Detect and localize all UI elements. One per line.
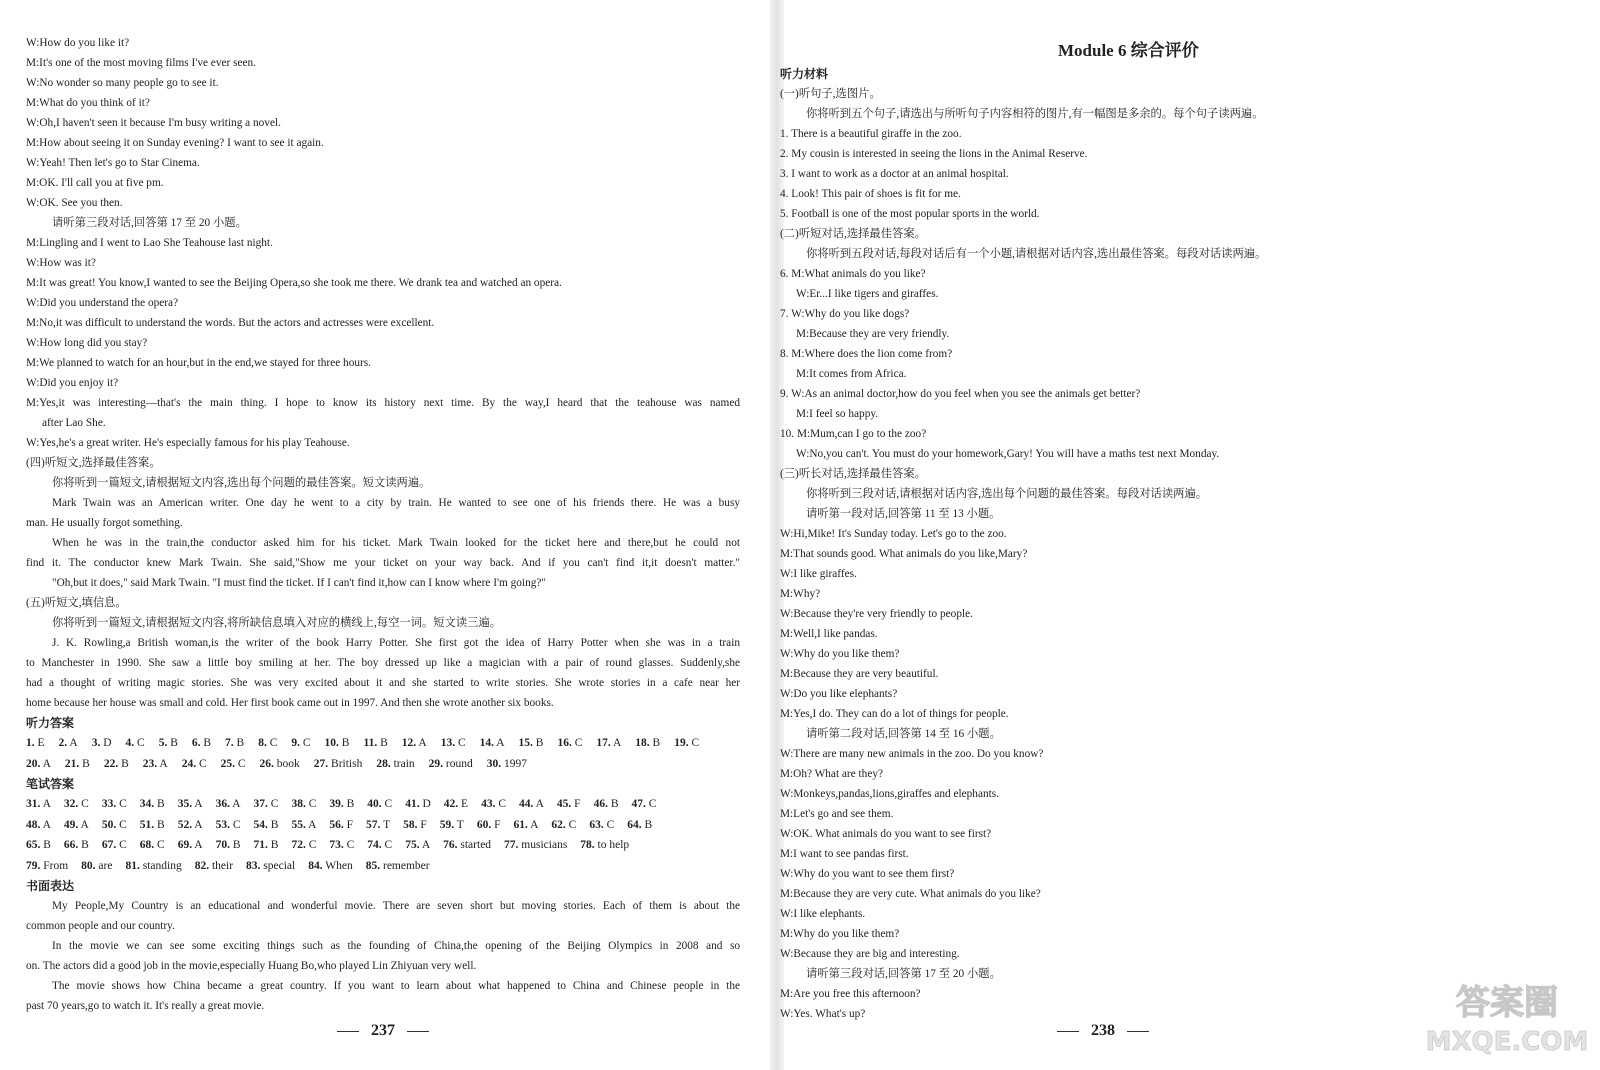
watermark-text-cn: 答案圈 (1456, 983, 1558, 1023)
answer-item: 79. From (26, 859, 69, 872)
answer-item: 62. C (551, 818, 577, 831)
answer-item: 17. A (596, 737, 622, 749)
answer-item: 34. B (139, 798, 165, 810)
answer-item: 21. B (64, 757, 90, 770)
text-line: M:No,it was difficult to understand the words. But the actors and actresses were excellent. (26, 317, 435, 329)
answer-row (26, 815, 740, 836)
text-line: Mark Twain was an American writer. One day he went to a city by train. He wanted to see one of his friends there. He was a busy (52, 497, 740, 509)
text-line: 你将听到三段对话,请根据对话内容,选出每个问题的最佳答案。每段对话读两遍。 (806, 488, 1208, 500)
text-line: 你将听到五段对话,每段对话后有一个小题,请根据对话内容,选出最佳答案。每段对话读两遍。 (806, 248, 1267, 260)
answer-item: 80. are (81, 859, 113, 872)
answer-item: 60. F (476, 818, 501, 831)
answer-item: 75. A (405, 839, 431, 851)
answer-item: 81. standing (125, 859, 182, 872)
answer-item: 18. B (635, 737, 661, 749)
answer-item: 33. C (101, 798, 127, 810)
answer-item: 78. to help (580, 839, 630, 851)
text-line: common people and our country. (26, 920, 175, 932)
text-line: W:Why do you like them? (780, 648, 900, 660)
text-line: 请听第一段对话,回答第 11 至 13 小题。 (806, 508, 1001, 520)
answer-item: 49. A (63, 818, 89, 831)
text-line: W:Did you enjoy it? (26, 377, 119, 389)
text-line: M:Because they are very cute. What animals do you like? (780, 888, 1041, 900)
answer-item: 67. C (101, 839, 127, 851)
answer-item: 65. B (26, 839, 51, 851)
answer-item: 13. C (440, 737, 466, 749)
text-line: W:I like giraffes. (780, 568, 857, 580)
answer-item: 7. B (225, 737, 245, 749)
answer-item: 35. A (177, 798, 203, 810)
answer-item: 46. B (593, 798, 619, 810)
text-line: W:How long did you stay? (26, 337, 148, 349)
answer-item: 5. B (158, 737, 178, 749)
text-line: W:How do you like it? (26, 37, 130, 49)
answer-item: 2. A (58, 737, 78, 749)
text-line: M:I want to see pandas first. (780, 848, 909, 860)
text-line: to Manchester in 1990. She saw a little boy smiling at her. The boy dressed up like a magician with a pair of round glasses. Suddenly,she (26, 657, 740, 669)
answer-row (26, 856, 740, 877)
written-answers-heading: 笔试答案 (26, 777, 75, 791)
answer-item: 19. C (674, 737, 700, 749)
text-line: W:Er...I like tigers and giraffes. (796, 288, 939, 300)
answer-item: 27. British (313, 757, 363, 770)
module-title: Module 6 综合评价 (1058, 41, 1199, 60)
answer-item: 72. C (291, 839, 317, 851)
answer-item: 37. C (253, 798, 279, 810)
listening-answers (26, 733, 740, 774)
text-line: M:What do you think of it? (26, 97, 150, 109)
answer-item: 61. A (513, 818, 539, 831)
written-answers (26, 794, 740, 876)
text-line: W:OK. What animals do you want to see first? (780, 828, 992, 840)
text-line: past 70 years,go to watch it. It's really a great movie. (26, 1000, 265, 1012)
text-line: W:There are many new animals in the zoo. Do you know? (780, 748, 1044, 760)
text-line: 请听第三段对话,回答第 17 至 20 小题。 (806, 968, 1001, 980)
text-line: 5. Football is one of the most popular sports in the world. (780, 208, 1040, 220)
answer-item: 26. book (259, 757, 300, 770)
writing-text (26, 896, 740, 1016)
text-line: M:Lingling and I went to Lao She Teahouse last night. (26, 237, 273, 249)
text-line: M:It's one of the most moving films I've ever seen. (26, 57, 256, 69)
text-line: 1. There is a beautiful giraffe in the zoo. (780, 128, 962, 140)
text-line: M:It was great! You know,I wanted to see the Beijing Opera,so she took me there. We drank tea and watched an opera. (26, 277, 562, 289)
right-body-text (780, 84, 1580, 1024)
text-line: W:Yes. What's up? (780, 1008, 866, 1020)
answer-item: 57. T (366, 818, 391, 831)
text-line: W:How was it? (26, 257, 96, 269)
text-line: M:Because they are very beautiful. (780, 668, 939, 680)
answer-item: 31. A (26, 798, 51, 810)
answer-item: 28. train (376, 757, 415, 770)
answer-item: 40. C (367, 798, 393, 810)
left-body-text (26, 33, 740, 713)
text-line: W:Because they're very friendly to people. (780, 608, 973, 620)
text-line: W:Why do you want to see them first? (780, 868, 955, 880)
text-line: after Lao She. (42, 417, 106, 429)
answer-item: 53. C (215, 818, 241, 831)
text-line: M:Well,I like pandas. (780, 628, 878, 640)
text-line: (二)听短对话,选择最佳答案。 (780, 228, 926, 240)
text-line: (四)听短文,选择最佳答案。 (26, 457, 161, 469)
answer-item: 55. A (291, 818, 317, 831)
answer-item: 4. C (125, 737, 145, 749)
answer-item: 41. D (405, 798, 431, 810)
answer-item: 36. A (215, 798, 241, 810)
answer-item: 44. A (518, 798, 544, 810)
text-line: W:I like elephants. (780, 908, 866, 920)
text-line: M:How about seeing it on Sunday evening? I want to see it again. (26, 137, 324, 149)
text-line: W:Do you like elephants? (780, 688, 898, 700)
text-line: J. K. Rowling,a British woman,is the writer of the book Harry Potter. She first got the idea of Harry Potter when she was in a train (52, 637, 740, 649)
text-line: W:No wonder so many people go to see it. (26, 77, 219, 89)
answer-item: 38. C (291, 798, 317, 810)
text-line: M:We planned to watch for an hour,but in the end,we stayed for three hours. (26, 357, 371, 369)
writing-heading: 书面表达 (26, 879, 75, 893)
text-line: My People,My Country is an educational and wonderful movie. There are seven short but moving stories. Each of them is about the (52, 900, 740, 912)
answer-row (26, 733, 740, 754)
text-line: In the movie we can see some exciting things such as the founding of China,the opening of the Beijing Olympics in 2008 and so (52, 940, 740, 952)
text-line: M:Let's go and see them. (780, 808, 894, 820)
text-line: M:Yes,it was interesting—that's the main thing. I hope to know its history next time. By the way,I heard that the teahouse was named (26, 397, 740, 409)
answer-item: 6. B (191, 737, 212, 749)
answer-item: 20. A (26, 757, 51, 770)
text-line: 你将听到五个句子,请选出与所听句子内容相符的图片,有一幅图是多余的。每个句子读两遍。 (806, 108, 1264, 120)
answer-row (26, 794, 740, 815)
watermark-text-url: MXQE.COM (1425, 1027, 1589, 1057)
answer-item: 83. special (246, 859, 296, 872)
watermark-logo (1422, 972, 1592, 1060)
answer-item: 10. B (324, 737, 350, 749)
answer-item: 82. their (194, 859, 234, 872)
answer-item: 66. B (63, 839, 89, 851)
text-line: (一)听句子,选图片。 (780, 88, 881, 100)
answer-item: 50. C (101, 818, 127, 831)
text-line: 请听第三段对话,回答第 17 至 20 小题。 (52, 217, 247, 229)
right-page (780, 0, 1600, 1070)
text-line: 9. W:As an animal doctor,how do you feel when you see the animals get better? (780, 388, 1141, 400)
answer-item: 70. B (215, 839, 241, 851)
answer-item: 29. round (428, 757, 473, 770)
text-line: find it. The conductor knew Mark Twain. She said,"Show me your ticket on your way back. And if you can't find it,it doesn't matter." (26, 557, 740, 569)
listening-answers-heading: 听力答案 (26, 716, 75, 730)
text-line: W:Oh,I haven't seen it because I'm busy writing a novel. (26, 117, 281, 129)
answer-item: 51. B (139, 818, 165, 831)
text-line: home because her house was small and cold. Her first book came out in 1997. And then she wrote another six books. (26, 697, 554, 709)
text-line: The movie shows how China became a great country. If you want to learn about what happened to China and Chinese people in the (52, 980, 740, 992)
text-line: M:Oh? What are they? (780, 768, 883, 780)
text-line: 2. My cousin is interested in seeing the lions in the Animal Reserve. (780, 148, 1088, 160)
text-line: When he was in the train,the conductor asked him for his ticket. Mark Twain looked for the ticket here and there,but he could not (52, 537, 740, 549)
text-line: (三)听长对话,选择最佳答案。 (780, 468, 926, 480)
text-line: M:That sounds good. What animals do you like,Mary? (780, 548, 1028, 560)
answer-item: 58. F (403, 818, 427, 831)
text-line: 6. M:What animals do you like? (780, 268, 926, 280)
answer-item: 63. C (589, 818, 615, 831)
right-page-number: 238 (1045, 1022, 1161, 1040)
answer-item: 8. C (258, 737, 278, 749)
text-line: 你将听到一篇短文,请根据短文内容,将所缺信息填入对应的横线上,每空一词。短文读三遍。 (52, 617, 502, 629)
text-line: 4. Look! This pair of shoes is fit for me. (780, 188, 961, 200)
left-page (0, 0, 760, 1070)
answer-item: 43. C (481, 798, 506, 810)
answer-item: 12. A (401, 737, 427, 749)
answer-item: 54. B (253, 818, 279, 831)
answer-item: 71. B (253, 839, 279, 851)
answer-item: 69. A (177, 839, 203, 851)
section-heading: 听力材料 (780, 67, 829, 81)
answer-item: 22. B (103, 757, 129, 770)
text-line: 请听第二段对话,回答第 14 至 16 小题。 (806, 728, 1001, 740)
text-line: M:It comes from Africa. (796, 368, 907, 380)
text-line: "Oh,but it does," said Mark Twain. "I must find the ticket. If I can't find it,how can I know where I'm going?" (52, 577, 546, 589)
answer-item: 9. C (291, 737, 311, 749)
answer-item: 24. C (181, 757, 207, 770)
text-line: M:Why do you like them? (780, 928, 900, 940)
answer-item: 56. F (329, 818, 354, 831)
answer-item: 73. C (329, 839, 355, 851)
answer-item: 52. A (177, 818, 203, 831)
answer-item: 15. B (518, 737, 544, 749)
text-line: 3. I want to work as a doctor at an animal hospital. (780, 168, 1009, 180)
text-line: M:OK. I'll call you at five pm. (26, 177, 164, 189)
answer-item: 42. E (443, 798, 469, 810)
text-line: W:Yeah! Then let's go to Star Cinema. (26, 157, 200, 169)
answer-item: 39. B (329, 798, 355, 810)
text-line: W:OK. See you then. (26, 197, 123, 209)
text-line: M:Because they are very friendly. (796, 328, 950, 340)
text-line: M:Are you free this afternoon? (780, 988, 921, 1000)
text-line: W:Because they are big and interesting. (780, 948, 960, 960)
text-line: M:Yes,I do. They can do a lot of things for people. (780, 708, 1009, 720)
text-line: M:I feel so happy. (796, 408, 879, 420)
text-line: 8. M:Where does the lion come from? (780, 348, 953, 360)
answer-row (26, 754, 740, 775)
answer-item: 3. D (91, 737, 112, 749)
answer-item: 16. C (557, 737, 583, 749)
left-page-number: 237 (325, 1022, 441, 1040)
text-line: W:Did you understand the opera? (26, 297, 179, 309)
text-line: W:Yes,he's a great writer. He's especially famous for his play Teahouse. (26, 437, 350, 449)
answer-item: 47. C (631, 798, 657, 810)
answer-item: 48. A (26, 818, 51, 831)
answer-item: 84. When (308, 859, 353, 872)
answer-item: 23. A (142, 757, 168, 770)
text-line: 7. W:Why do you like dogs? (780, 308, 910, 320)
answer-item: 30. 1997 (486, 757, 528, 770)
answer-item: 32. C (63, 798, 89, 810)
answer-item: 85. remember (365, 859, 430, 872)
text-line: on. The actors did a good job in the movie,especially Huang Bo,who played Lin Zhiyuan very well. (26, 960, 477, 972)
text-line: had a thought of writing magic stories. She was very excited about it and she started to write stories. She wrote stories in a cafe near her (26, 677, 740, 689)
answer-item: 68. C (139, 839, 165, 851)
text-line: (五)听短文,填信息。 (26, 597, 127, 609)
answer-item: 64. B (627, 818, 653, 831)
answer-item: 11. B (363, 737, 388, 749)
answer-item: 1. E (26, 737, 45, 749)
answer-row (26, 835, 740, 856)
text-line: 10. M:Mum,can I go to the zoo? (780, 428, 927, 440)
text-line: W:No,you can't. You must do your homework,Gary! You will have a maths test next Monday. (796, 448, 1220, 460)
answer-item: 59. T (439, 818, 464, 831)
text-line: man. He usually forgot something. (26, 517, 183, 529)
answer-item: 14. A (479, 737, 505, 749)
answer-item: 25. C (220, 757, 246, 770)
text-line: M:Why? (780, 588, 821, 600)
answer-item: 45. F (556, 798, 581, 810)
answer-item: 76. started (443, 839, 492, 851)
answer-item: 74. C (367, 839, 393, 851)
text-line: W:Monkeys,pandas,lions,giraffes and elephants. (780, 788, 999, 800)
answer-item: 77. musicians (504, 839, 568, 851)
text-line: 你将听到一篇短文,请根据短文内容,选出每个问题的最佳答案。短文读两遍。 (52, 477, 431, 489)
text-line: W:Hi,Mike! It's Sunday today. Let's go to the zoo. (780, 528, 1007, 540)
